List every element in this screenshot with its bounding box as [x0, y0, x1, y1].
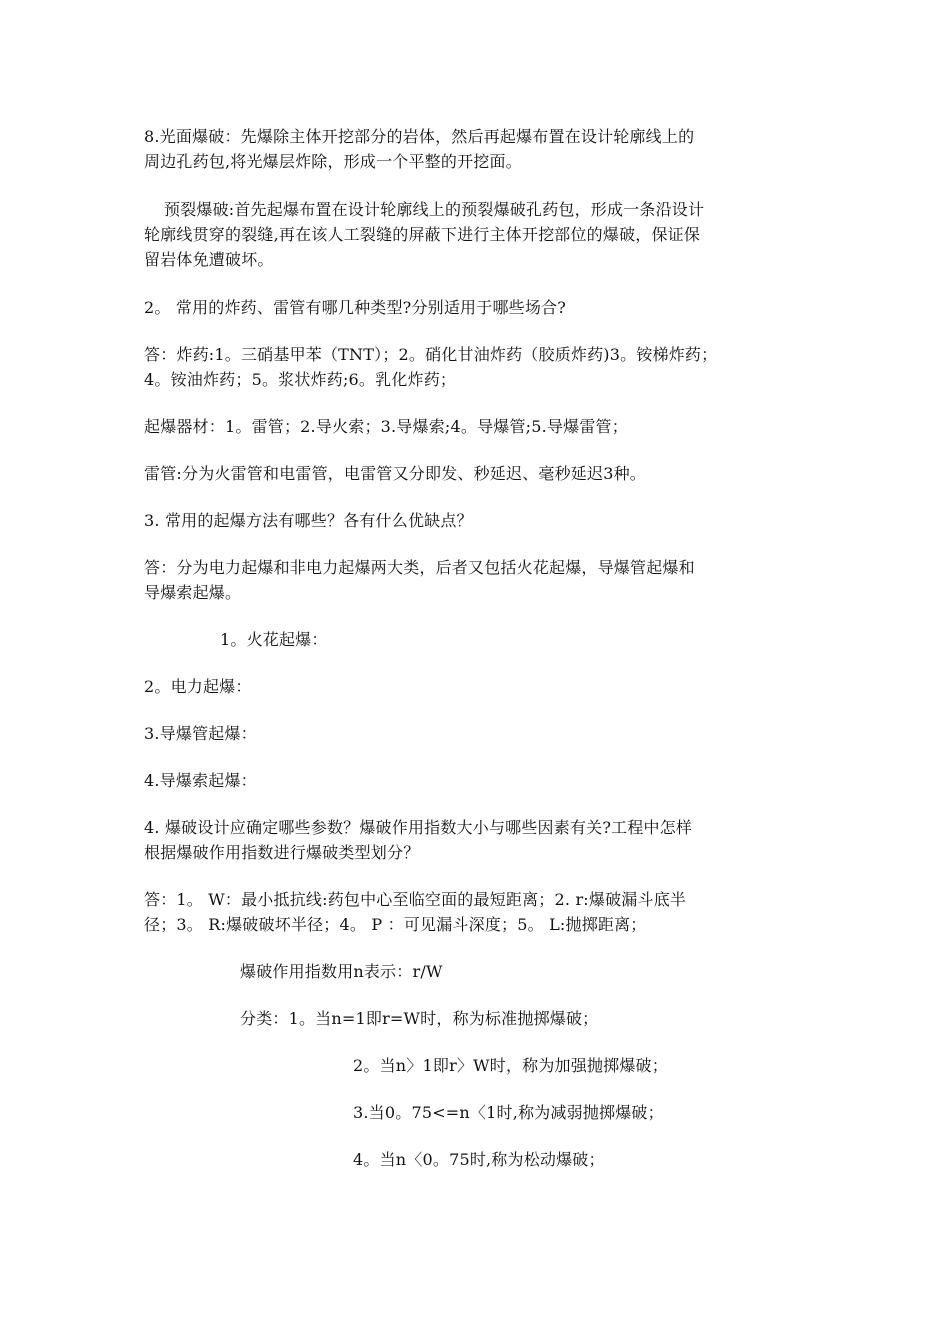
- text-line-13: 导爆索起爆。: [144, 583, 242, 602]
- text-line-2: 周边孔药包,将光爆层炸除，形成一个平整的开挖面。: [144, 152, 522, 171]
- text-line-8: 4。铵油炸药；5。浆状炸药;6。乳化炸药；: [144, 370, 457, 389]
- text-line-5: 留岩体免遭破坏。: [144, 250, 274, 269]
- question-3: 3. 常用的起爆方法有哪些？各有什么优缺点？: [144, 511, 473, 530]
- text-line-19: 根据爆破作用指数进行爆破类型划分？: [144, 843, 420, 862]
- text-line-23: 分类：1。当n=1即r=W时，称为标准抛掷爆破；: [240, 1009, 599, 1028]
- text-line-4: 轮廓线贯穿的裂缝,再在该人工裂缝的屏蔽下进行主体开挖部位的爆破，保证保: [144, 225, 701, 244]
- text-line-10: 雷管:分为火雷管和电雷管，电雷管又分即发、秒延迟、毫秒延迟3种。: [144, 464, 646, 483]
- text-line-14: 1。火花起爆：: [220, 630, 328, 649]
- text-line-16: 3.导爆管起爆：: [144, 724, 257, 743]
- text-line-3: 预裂爆破:首先起爆布置在设计轮廓线上的预裂爆破孔药包，形成一条沿设计: [164, 200, 705, 219]
- question-4: 4. 爆破设计应确定哪些参数？爆破作用指数大小与哪些因素有关?工程中怎样: [144, 818, 693, 837]
- text-line-25: 3.当0。75<=n〈1时,称为减弱抛掷爆破；: [353, 1103, 664, 1122]
- text-line-21: 径；3。 R:爆破破坏半径；4。 P ：可见漏斗深度；5。 L:抛掷距离；: [144, 915, 647, 934]
- text-line-7: 答：炸药:1。三硝基甲苯（TNT）；2。硝化甘油炸药（胶质炸药)3。铵梯炸药；: [144, 345, 718, 364]
- text-line-9: 起爆器材：1。雷管；2.导火索；3.导爆索;4。导爆管;5.导爆雷管；: [144, 417, 628, 436]
- text-line-15: 2。电力起爆：: [144, 677, 252, 696]
- text-line-17: 4.导爆索起爆：: [144, 771, 257, 790]
- text-line-12: 答：分为电力起爆和非电力起爆两大类，后者又包括火花起爆，导爆管起爆和: [144, 558, 695, 577]
- text-line-22: 爆破作用指数用n表示：r/W: [240, 962, 443, 981]
- question-2: 2。 常用的炸药、雷管有哪几种类型?分别适用于哪些场合?: [144, 298, 567, 317]
- text-line-26: 4。当n〈0。75时,称为松动爆破；: [353, 1150, 605, 1169]
- text-line-20: 答：1。 W：最小抵抗线:药包中心至临空面的最短距离；2. r:爆破漏斗底半: [144, 890, 687, 909]
- text-line-1: 8.光面爆破：先爆除主体开挖部分的岩体，然后再起爆布置在设计轮廓线上的: [144, 127, 695, 146]
- text-line-24: 2。当n〉1即r〉W时，称为加强抛掷爆破；: [353, 1056, 668, 1075]
